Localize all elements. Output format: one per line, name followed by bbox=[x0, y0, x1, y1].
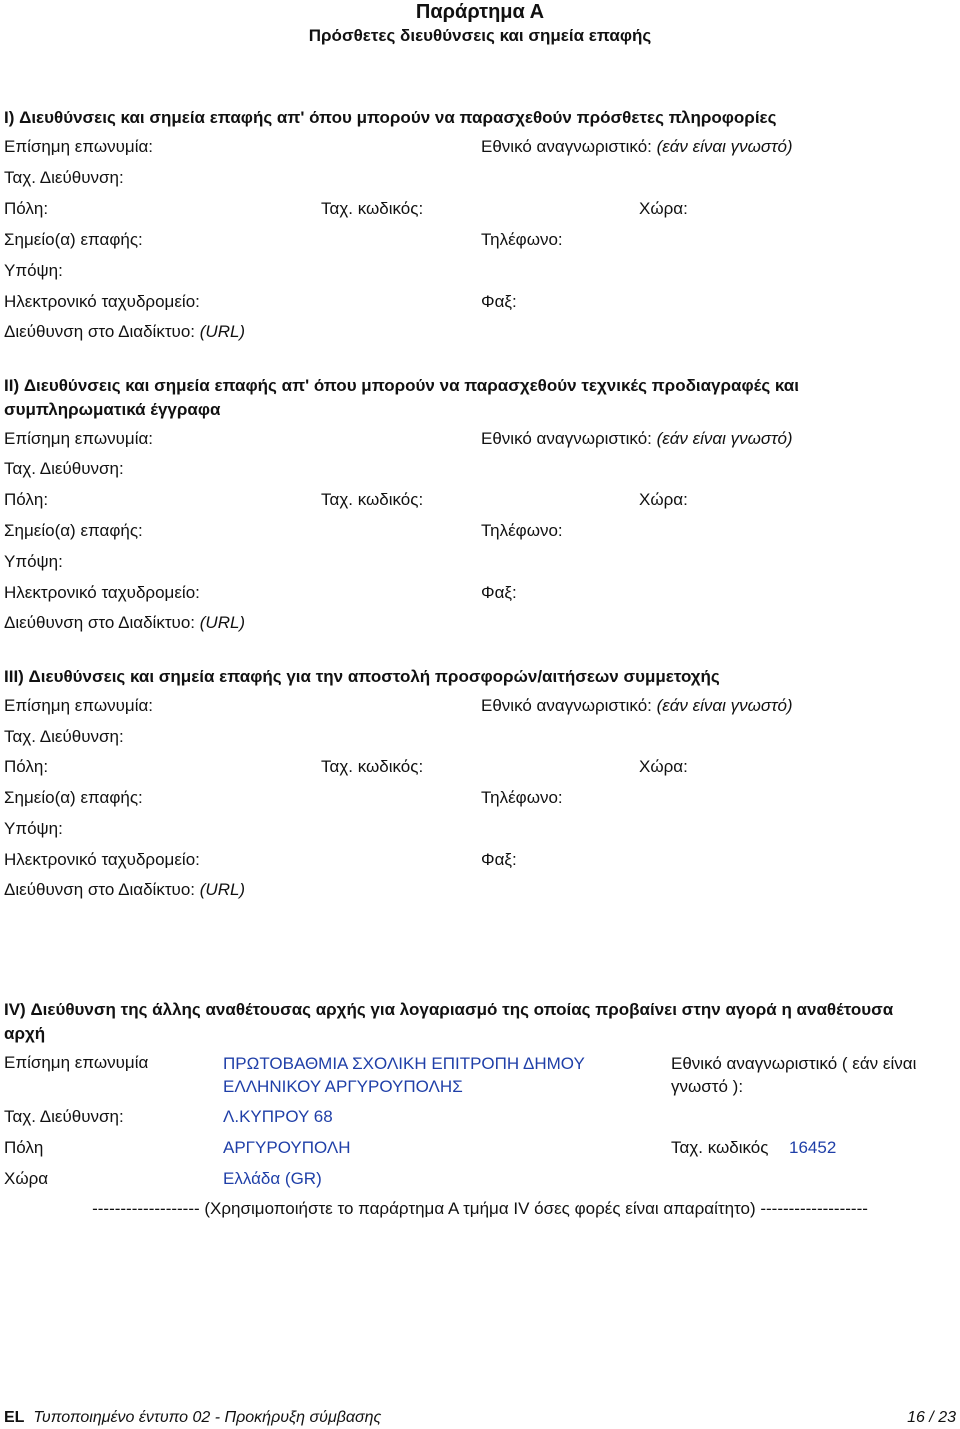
city-value: ΑΡΓΥΡΟΥΠΟΛΗ bbox=[223, 1138, 351, 1157]
official-name-label: Επίσημη επωνυμία: bbox=[4, 137, 154, 156]
section-heading: I) Διευθύνσεις και σημεία επαφής απ' όπου μπορούν να παρασχεθούν πρόσθετες πληροφορίες bbox=[4, 108, 777, 127]
internet-address-label: Διεύθυνση στο Διαδίκτυο: (URL) bbox=[4, 322, 246, 341]
internet-address-label: Διεύθυνση στο Διαδίκτυο: (URL) bbox=[4, 613, 246, 632]
phone-label: Τηλέφωνο: bbox=[481, 521, 563, 540]
postal-code-value: 16452 bbox=[789, 1138, 837, 1157]
url-note: (URL) bbox=[199, 322, 246, 341]
postal-address-label: Ταχ. Διεύθυνση: bbox=[4, 727, 124, 746]
url-note: (URL) bbox=[199, 880, 246, 899]
national-id-note: (εάν είναι γνωστό) bbox=[656, 696, 793, 715]
email-label: Ηλεκτρονικό ταχυδρομείο: bbox=[4, 850, 200, 869]
official-name-label: Επίσημη επωνυμία: bbox=[4, 429, 154, 448]
postal-address-label: Ταχ. Διεύθυνση: bbox=[4, 1107, 124, 1126]
email-label: Ηλεκτρονικό ταχυδρομείο: bbox=[4, 292, 200, 311]
official-name-label: Επίσημη επωνυμία bbox=[4, 1053, 149, 1072]
email-label: Ηλεκτρονικό ταχυδρομείο: bbox=[4, 583, 200, 602]
city-label: Πόλη: bbox=[4, 757, 49, 776]
phone-label: Τηλέφωνο: bbox=[481, 788, 563, 807]
section-heading: IV) Διεύθυνση της άλλης αναθέτουσας αρχής για λογαριασμό της οποίας προβαίνει στην αγορά η αναθέτουσα αρχή bbox=[4, 1000, 894, 1043]
official-name-label: Επίσημη επωνυμία: bbox=[4, 696, 154, 715]
attention-label: Υπόψη: bbox=[4, 819, 63, 838]
postal-address-label: Ταχ. Διεύθυνση: bbox=[4, 168, 124, 187]
country-label: Χώρα: bbox=[639, 757, 688, 776]
national-id-label: Εθνικό αναγνωριστικό: (εάν είναι γνωστό) bbox=[481, 696, 793, 715]
postal-code-label: Ταχ. κωδικός: bbox=[321, 757, 424, 776]
national-id-note: (εάν είναι γνωστό) bbox=[656, 137, 793, 156]
repeat-note: ------------------- (Χρησιμοποιήστε το παράρτημα Α τμήμα IV όσες φορές είναι απαραίτητο) ------------------- bbox=[92, 1199, 868, 1218]
city-label: Πόλη: bbox=[4, 490, 49, 509]
postal-code-label: Ταχ. κωδικός: bbox=[321, 490, 424, 509]
postal-address-label: Ταχ. Διεύθυνση: bbox=[4, 459, 124, 478]
national-id-label: Εθνικό αναγνωριστικό ( εάν είναι γνωστό ): bbox=[671, 1054, 917, 1096]
attention-label: Υπόψη: bbox=[4, 261, 63, 280]
url-note: (URL) bbox=[199, 613, 246, 632]
national-id-label: Εθνικό αναγνωριστικό: (εάν είναι γνωστό) bbox=[481, 429, 793, 448]
footer-lang: EL bbox=[4, 1409, 25, 1426]
section-heading: III) Διευθύνσεις και σημεία επαφής για την αποστολή προσφορών/αιτήσεων συμμετοχής bbox=[4, 667, 720, 686]
phone-label: Τηλέφωνο: bbox=[481, 230, 563, 249]
fax-label: Φαξ: bbox=[481, 850, 517, 869]
section-heading: II) Διευθύνσεις και σημεία επαφής απ' όπου μπορούν να παρασχεθούν τεχνικές προδιαγραφές και συμπληρωματικά έγγραφα bbox=[4, 376, 799, 419]
postal-code-label: Ταχ. κωδικός: bbox=[321, 199, 424, 218]
footer-form-info bbox=[4, 1409, 381, 1427]
internet-address-label: Διεύθυνση στο Διαδίκτυο: (URL) bbox=[4, 880, 246, 899]
footer-form-name: Τυποποιημένο έντυπο 02 - Προκήρυξη σύμβασης bbox=[33, 1409, 382, 1426]
official-name-value: ΠΡΩΤΟΒΑΘΜΙΑ ΣΧΟΛΙΚΗ ΕΠΙΤΡΟΠΗ ΔΗΜΟΥ ΕΛΛΗΝΙΚΟΥ ΑΡΓΥΡΟΥΠΟΛΗΣ bbox=[223, 1054, 585, 1096]
country-label: Χώρα: bbox=[639, 199, 688, 218]
national-id-note: (εάν είναι γνωστό) bbox=[656, 429, 793, 448]
footer-page-number: 16 / 23 bbox=[907, 1409, 956, 1426]
attention-label: Υπόψη: bbox=[4, 552, 63, 571]
annex-title: Παράρτημα Α bbox=[415, 1, 545, 23]
annex-subtitle: Πρόσθετες διευθύνσεις και σημεία επαφής bbox=[308, 26, 652, 45]
city-label: Πόλη: bbox=[4, 199, 49, 218]
fax-label: Φαξ: bbox=[481, 583, 517, 602]
country-label: Χώρα: bbox=[639, 490, 688, 509]
contact-points-label: Σημείο(α) επαφής: bbox=[4, 788, 143, 807]
country-label: Χώρα bbox=[4, 1169, 49, 1188]
country-value: Ελλάδα (GR) bbox=[223, 1169, 322, 1188]
fax-label: Φαξ: bbox=[481, 292, 517, 311]
postal-code-label: Ταχ. κωδικός bbox=[671, 1138, 769, 1157]
postal-address-value: Λ.ΚΥΠΡΟΥ 68 bbox=[223, 1107, 333, 1126]
contact-points-label: Σημείο(α) επαφής: bbox=[4, 230, 143, 249]
contact-points-label: Σημείο(α) επαφής: bbox=[4, 521, 143, 540]
national-id-label: Εθνικό αναγνωριστικό: (εάν είναι γνωστό) bbox=[481, 137, 793, 156]
city-label: Πόλη bbox=[4, 1138, 44, 1157]
